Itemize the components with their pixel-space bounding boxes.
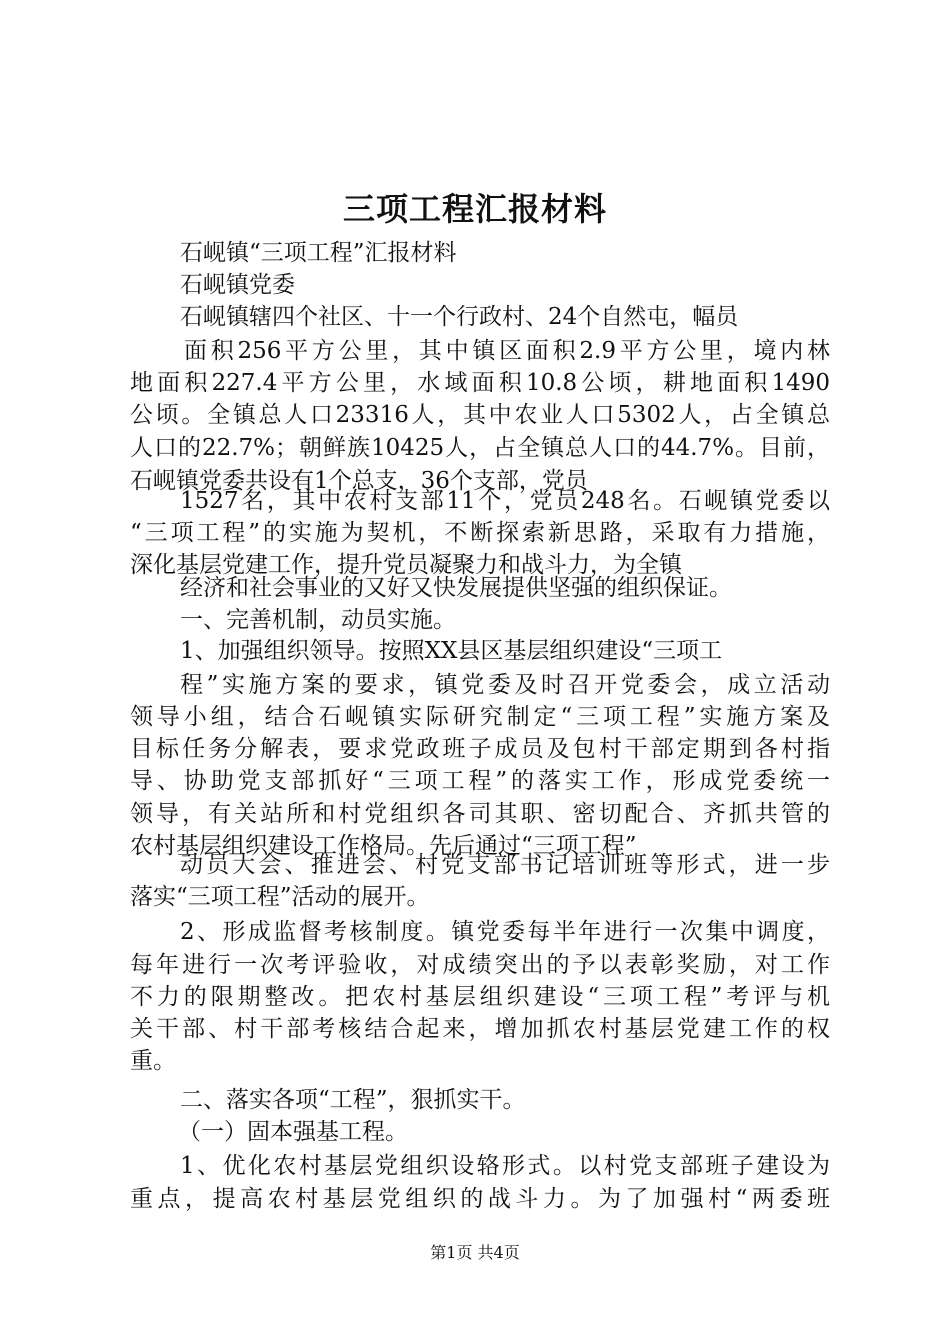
doc-line: 1527名，其中农村支部11个，党员248名。石岘镇党委以 [180, 488, 830, 514]
doc-line: 1、加强组织领导。按照XX县区基层组织建设“三项工 [180, 638, 723, 664]
doc-line: 深化基层党建工作，提升党员凝聚力和战斗力，为全镇 [130, 552, 682, 578]
doc-line: 目标任务分解表，要求党政班子成员及包村干部定期到各村指 [130, 736, 830, 762]
doc-line-subtitle: 石岘镇“三项工程”汇报材料 [180, 240, 457, 266]
doc-line: 重。 [130, 1048, 176, 1074]
doc-line: 程”实施方案的要求，镇党委及时召开党委会，成立活动 [180, 672, 830, 698]
doc-line: 人口的22.7%；朝鲜族10425人，占全镇总人口的44.7%。目前， [130, 435, 830, 461]
section-heading: 一、完善机制，动员实施。 [180, 607, 456, 633]
doc-line: 经济和社会事业的又好又快发展提供坚强的组织保证。 [180, 575, 732, 601]
doc-line: 关干部、村干部考核结合起来，增加抓农村基层党建工作的权 [130, 1016, 830, 1042]
doc-line: 动员大会、推进会、村党支部书记培训班等形式，进一步 [180, 852, 830, 878]
doc-line: 公顷。全镇总人口23316人，其中农业人口5302人，占全镇总 [130, 402, 830, 428]
page-footer: 第1页 共4页 [430, 1243, 520, 1262]
doc-line: 面积256平方公里，其中镇区面积2.9平方公里，境内林 [184, 338, 830, 364]
doc-line: 1、优化农村基层党组织设辂形式。以村党支部班子建设为 [180, 1153, 830, 1179]
doc-line: 领导，有关站所和村党组织各司其职、密切配合、齐抓共管的 [130, 801, 830, 827]
doc-line: 每年进行一次考评验收，对成绩突出的予以表彰奖励，对工作 [130, 952, 830, 978]
doc-line: 石岘镇辖四个社区、十一个行政村、24个自然屯，幅员 [180, 304, 739, 330]
section-heading: 二、落实各项“工程”，狠抓实干。 [180, 1087, 526, 1113]
doc-line: 农村基层组织建设工作格局。先后通过“三项工程” [130, 833, 637, 859]
doc-line: 地面积227.4平方公里，水域面积10.8公顷，耕地面积1490 [130, 370, 830, 396]
doc-line-author: 石岘镇党委 [180, 272, 295, 298]
doc-line: 领导小组，结合石岘镇实际研究制定“三项工程”实施方案及 [130, 704, 830, 730]
subsection-heading: （一）固本强基工程。 [178, 1119, 408, 1145]
doc-line: 导、协助党支部抓好“三项工程”的落实工作，形成党委统一 [130, 768, 830, 794]
doc-line: 2、形成监督考核制度。镇党委每半年进行一次集中调度， [180, 919, 830, 945]
doc-line: 不力的限期整改。把农村基层组织建设“三项工程”考评与机 [130, 984, 830, 1010]
doc-line: 重点，提高农村基层党组织的战斗力。为了加强村“两委班 [130, 1186, 830, 1212]
doc-line: “三项工程”的实施为契机，不断探索新思路，采取有力措施， [130, 520, 830, 546]
doc-line: 落实“三项工程”活动的展开。 [130, 884, 430, 910]
doc-line: 石岘镇党委共设有1个总支，36个支部，党员 [130, 468, 588, 494]
document-title: 三项工程汇报材料 [342, 190, 607, 228]
